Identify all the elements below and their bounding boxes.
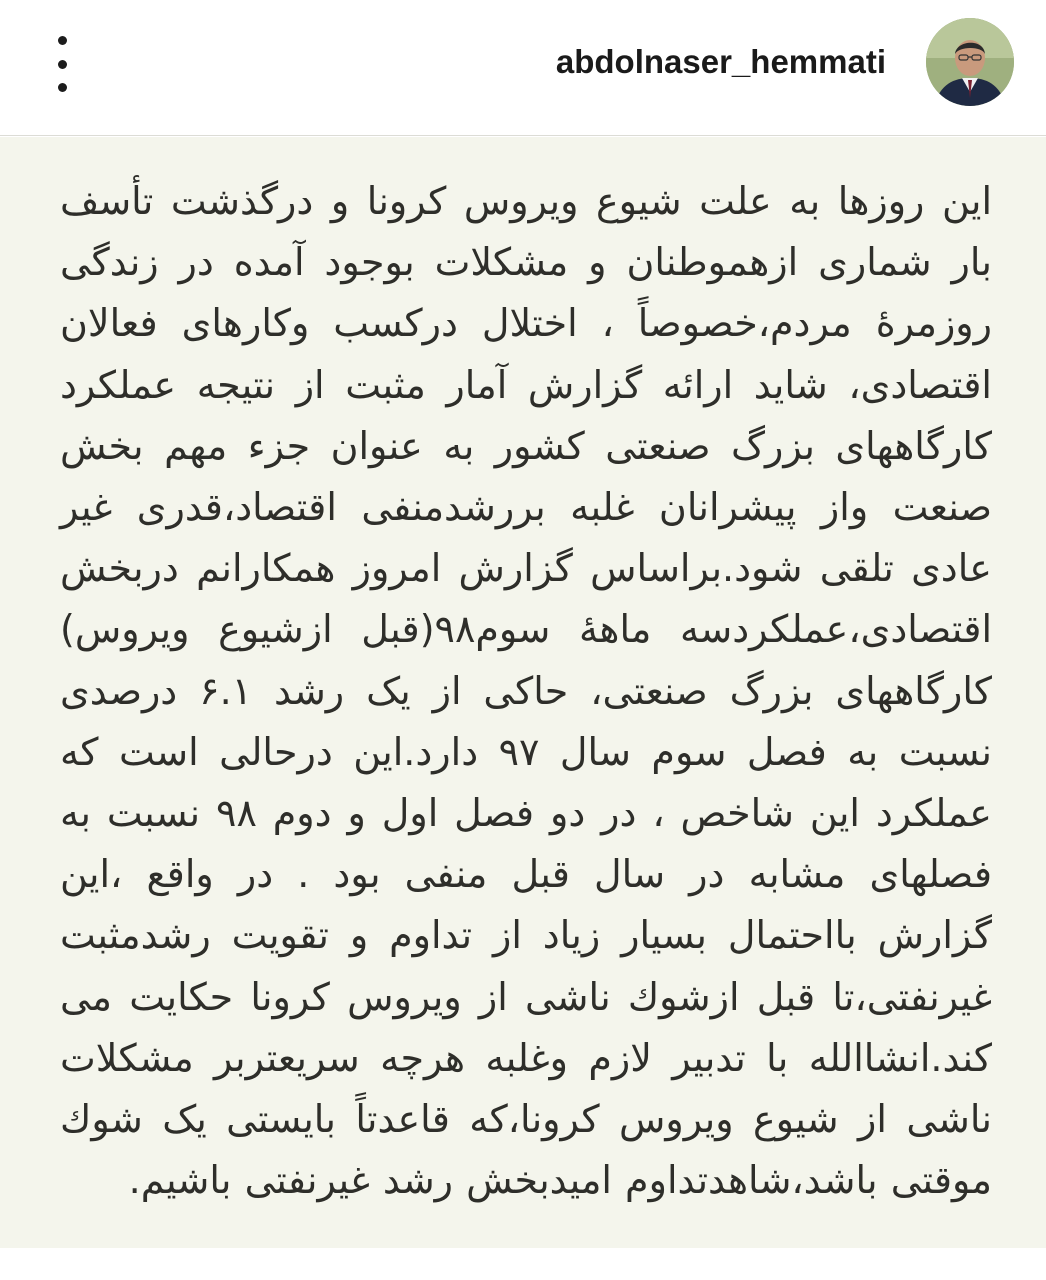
profile-photo-icon bbox=[926, 18, 1014, 106]
post-header bbox=[0, 0, 1046, 136]
username-link[interactable]: abdolnaser_hemmati bbox=[555, 43, 886, 80]
avatar[interactable] bbox=[926, 18, 1014, 106]
more-vertical-icon-dot bbox=[58, 60, 67, 69]
more-vertical-icon bbox=[58, 36, 67, 45]
more-vertical-icon-dot bbox=[58, 83, 67, 92]
post-content bbox=[0, 137, 1046, 1248]
post-caption-text: این روزها به علت شیوع ویروس کرونا و درگذشت تأسف بار شماری ازهموطنان و مشکلات بوجود آمده در زندگی روزمرهٔ مردم،خصوصاً ، اختلال درکسب وکارهای فعالان اقتصادی، شاید ارائه گزارش آمار مثبت از نتیجه عملکرد کارگاههای بزرگ صنعتی کشور به عنوان جزء مهم بخش صنعت واز پیشرانان غلبه بررشدمنفی اقتصاد،قدری غیر عادی تلقی شود.براساس گزارش امروز همکارانم دربخش اقتصادی،عملکردسه ماههٔ سوم۹۸(قبل ازشیوع ویروس) کارگاههای بزرگ صنعتی، حاکی از یک رشد ۶.۱ درصدی نسبت به فصل سوم سال ۹۷ دارد.این درحالی است که عملکرد این شاخص ، در دو فصل اول و دوم ۹۸ نسبت به فصلهای مشابه در سال قبل منفی بود . در واقع ،این گزارش بااحتمال بسیار زیاد از تداوم و تقویت رشدمثبت غیرنفتی،تا قبل ازشوك ناشی از ویروس کرونا حکایت می کند.انشاالله با تدبیر لازم وغلبه هرچه سریعتربر مشکلات ناشی از شیوع ویروس کرونا،که قاعدتاً بایستی یک شوك موقتی باشد،شاهدتداوم امیدبخش رشد غیرنفتی باشیم. bbox=[60, 179, 992, 1203]
more-options-button[interactable] bbox=[44, 36, 80, 92]
post-footer bbox=[0, 1248, 1046, 1280]
